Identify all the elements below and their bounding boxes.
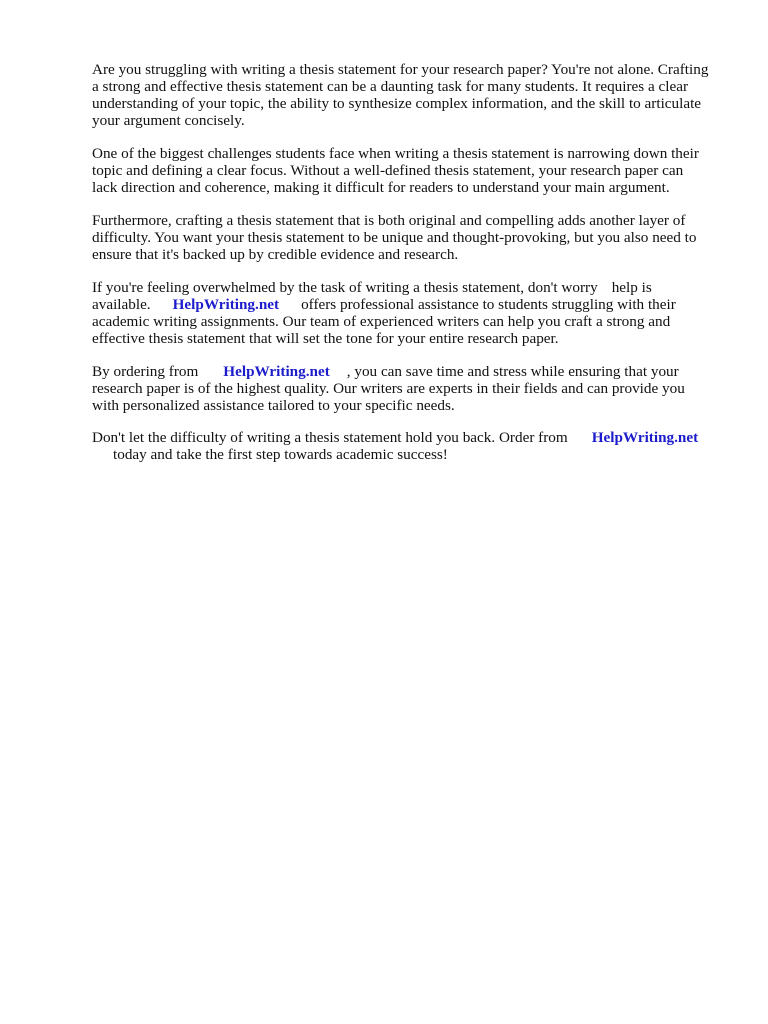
text-line: One of the biggest challenges students face when writing a thesis statement is narrowing down their — [92, 145, 699, 162]
text-line: with personalized assistance tailored to your specific needs. — [92, 397, 455, 414]
helpwriting-link[interactable]: HelpWriting.net — [223, 363, 330, 380]
text-line: research paper is of the highest quality. Our writers are experts in their fields and can provide you — [92, 380, 685, 397]
paragraph-call-to-action — [92, 429, 732, 463]
text-segment: today and take the first step towards academic success! — [113, 446, 448, 463]
text-line: understanding of your topic, the ability to synthesize complex information, and the skill to articulate — [92, 95, 702, 112]
paragraph-furthermore — [92, 212, 732, 263]
text-segment: help is — [611, 279, 652, 296]
helpwriting-link[interactable]: HelpWriting.net — [591, 429, 699, 446]
text-line: topic and defining a clear focus. Without a well-defined thesis statement, your research paper can — [92, 162, 684, 179]
text-line: lack direction and coherence, making it difficult for readers to understand your main argument. — [92, 179, 670, 196]
text-line: your argument concisely. — [92, 112, 245, 129]
text-line: Are you struggling with writing a thesis statement for your research paper? You're not alone. Crafting — [92, 61, 709, 78]
text-line: academic writing assignments. Our team of experienced writers can help you craft a strong and — [92, 313, 671, 330]
text-segment: By ordering from — [92, 363, 199, 380]
text-segment: Don't let the difficulty of writing a thesis statement hold you back. Order from — [92, 429, 568, 446]
text-line: ensure that it's backed up by credible evidence and research. — [92, 246, 459, 263]
text-line: Furthermore, crafting a thesis statement that is both original and compelling adds another layer of — [92, 212, 686, 229]
text-segment: offers professional assistance to students struggling with their — [301, 296, 676, 313]
text-segment: If you're feeling overwhelmed by the task of writing a thesis statement, don't worry — [92, 279, 598, 296]
text-segment: , you can save time and stress while ensuring that your — [346, 363, 679, 380]
paragraph-challenges — [92, 145, 732, 196]
text-segment: available. — [92, 296, 151, 313]
paragraph-ordering — [92, 363, 732, 414]
paragraph-help — [92, 279, 732, 347]
paragraph-intro — [92, 61, 732, 129]
text-line: effective thesis statement that will set the tone for your entire research paper. — [92, 330, 559, 347]
helpwriting-link[interactable]: HelpWriting.net — [172, 296, 280, 313]
text-line: a strong and effective thesis statement can be a daunting task for many students. It requires a clear — [92, 78, 689, 95]
text-line: difficulty. You want your thesis statement to be unique and thought-provoking, but you also need to — [92, 229, 697, 246]
